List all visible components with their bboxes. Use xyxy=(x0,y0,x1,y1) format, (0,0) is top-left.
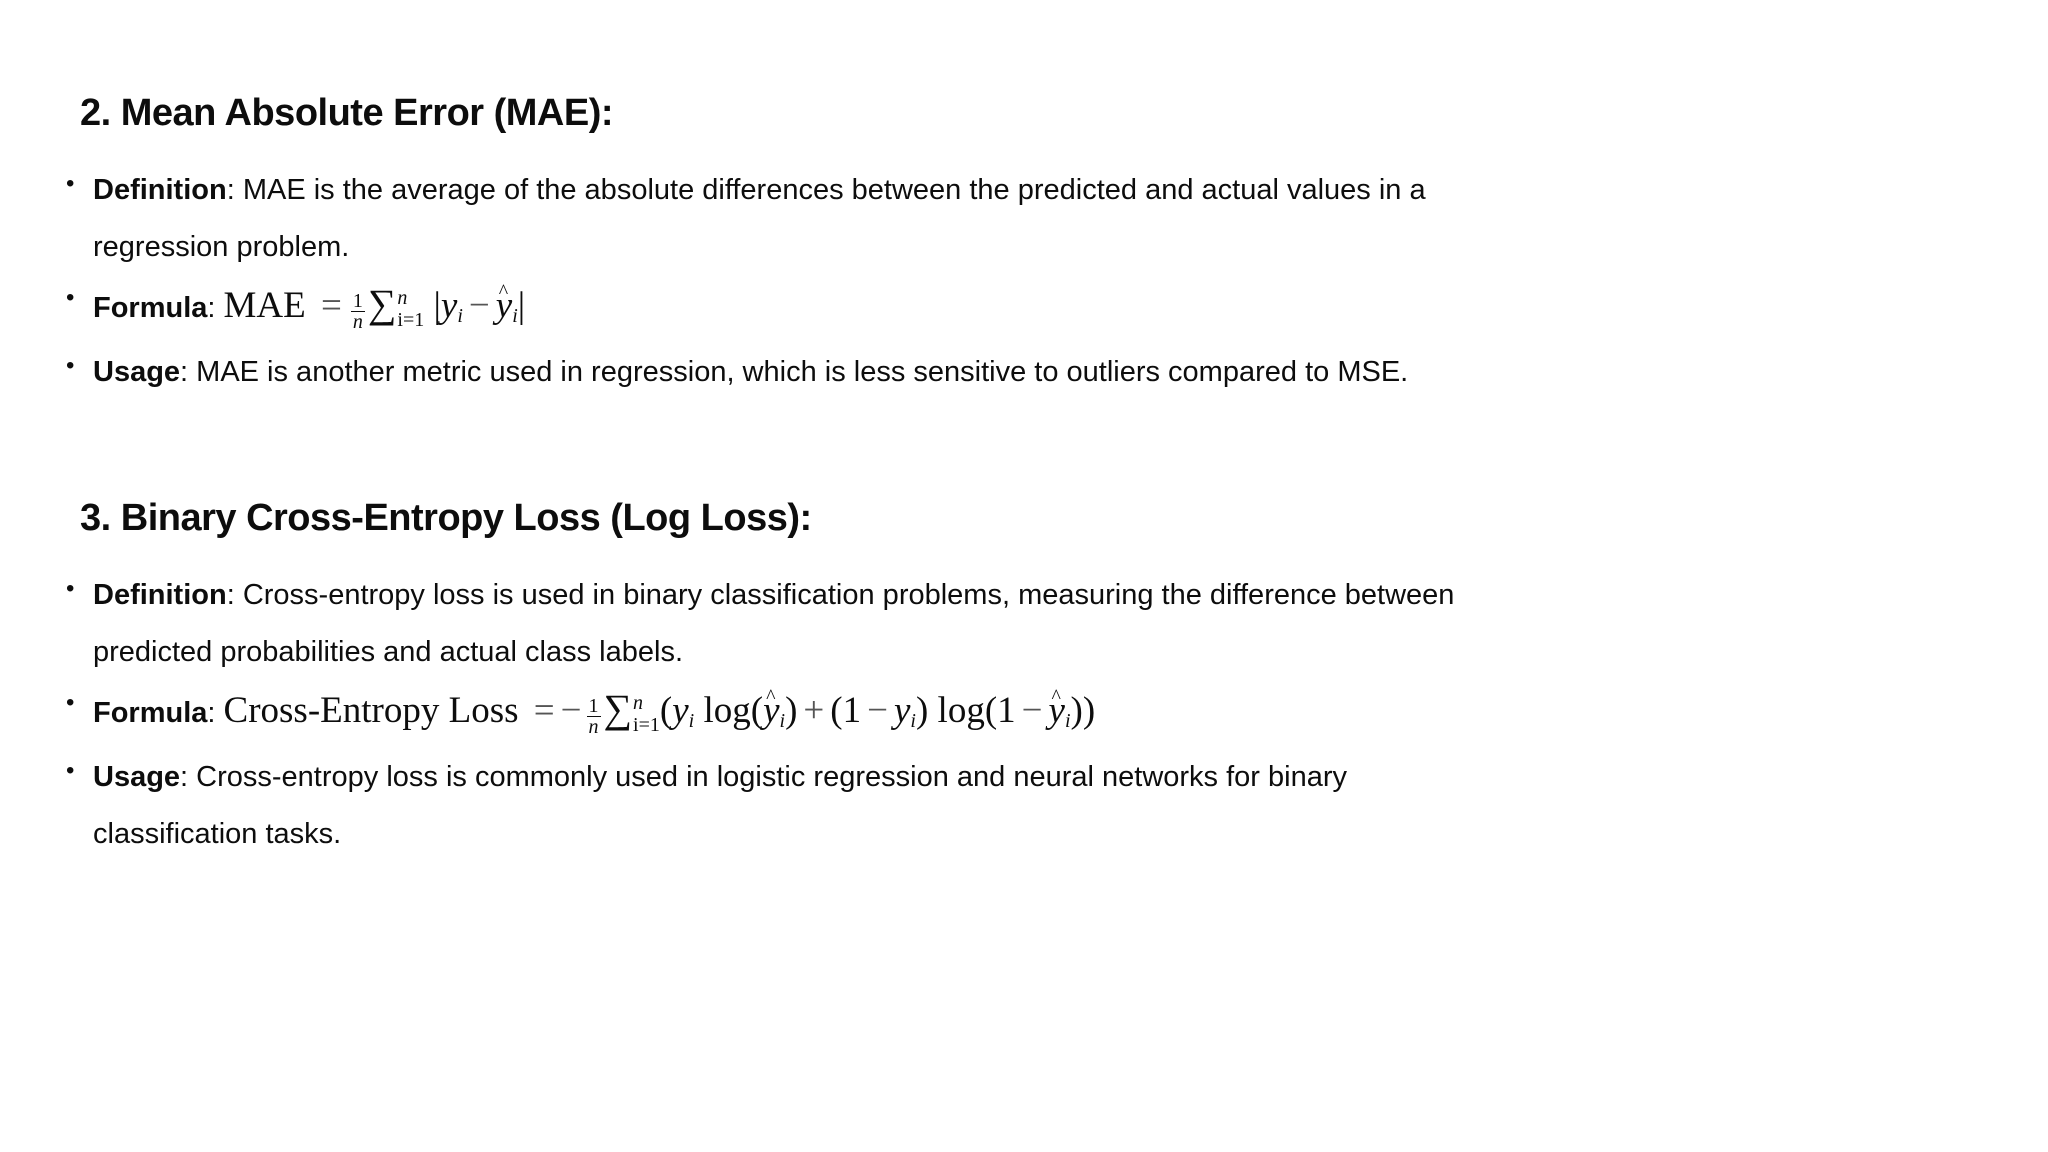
term-label: Usage xyxy=(93,356,181,388)
term-label: Formula xyxy=(93,697,208,729)
term-label: Definition xyxy=(93,579,227,611)
usage-text: : Cross-entropy loss is commonly used in logistic regression and neural networks for binary classification tasks. xyxy=(93,761,1347,850)
list-item-formula xyxy=(66,681,1506,749)
summation-symbol: ∑ xyxy=(367,281,397,326)
bullet-icon: • xyxy=(66,284,75,311)
term-label: Usage xyxy=(93,761,181,793)
formula-lhs: MAE xyxy=(223,285,306,326)
bullet-icon: • xyxy=(66,352,75,379)
summation-limits xyxy=(633,692,660,736)
fraction-denominator: n xyxy=(352,311,363,333)
list-item-formula xyxy=(66,276,1506,344)
fraction-numerator: 1 xyxy=(588,695,599,717)
bullet-icon: • xyxy=(66,575,75,602)
usage-text: : MAE is another metric used in regression, which is less sensitive to outliers compared to MSE. xyxy=(180,356,1409,388)
list-item-usage xyxy=(66,749,1506,863)
bullet-icon: • xyxy=(66,757,75,784)
list-item-definition xyxy=(66,567,1506,681)
section-heading-mae: 2. Mean Absolute Error (MAE): xyxy=(80,92,614,134)
bullet-icon: • xyxy=(66,689,75,716)
fraction-numerator: 1 xyxy=(352,290,363,312)
sum-upper-limit: n xyxy=(633,692,644,714)
term-label: Definition xyxy=(93,174,227,206)
cross-entropy-bullet-list xyxy=(66,567,1506,863)
formula-body: ($y_i$ log(^ $y_i) + (1 - y_i)$ log(1 −^ $y_i$)) xyxy=(660,690,1095,731)
equals-sign: = xyxy=(533,690,555,731)
formula-colon: : xyxy=(207,292,216,324)
cross-entropy-formula xyxy=(223,686,1096,738)
list-item-usage xyxy=(66,344,1506,401)
mae-bullet-list xyxy=(66,162,1506,401)
summation-limits xyxy=(397,287,424,331)
mae-formula xyxy=(223,281,526,333)
section-heading-cross-entropy: 3. Binary Cross-Entropy Loss (Log Loss): xyxy=(80,497,812,539)
formula-colon: : xyxy=(207,697,216,729)
formula-body: $|y_i$ −^ $y_i|$ xyxy=(434,285,526,326)
list-item-definition xyxy=(66,162,1506,276)
fraction-denominator: n xyxy=(588,716,599,738)
sum-upper-limit: n xyxy=(397,287,408,309)
definition-text: : Cross-entropy loss is used in binary classification problems, measuring the difference between predicted probabilities and actual class labels. xyxy=(93,579,1455,668)
fraction xyxy=(587,696,601,737)
summation-symbol: ∑ xyxy=(603,686,633,731)
sum-lower-limit: i=1 xyxy=(633,714,660,736)
bullet-icon: • xyxy=(66,170,75,197)
sum-lower-limit: i=1 xyxy=(397,309,425,331)
equals-sign: = xyxy=(321,285,342,326)
fraction xyxy=(351,291,365,332)
minus-sign: − xyxy=(560,690,582,731)
definition-text: : MAE is the average of the absolute differences between the predicted and actual values in a regression problem. xyxy=(93,174,1426,263)
formula-lhs: Cross-Entropy Loss xyxy=(223,690,519,731)
term-label: Formula xyxy=(93,292,208,324)
